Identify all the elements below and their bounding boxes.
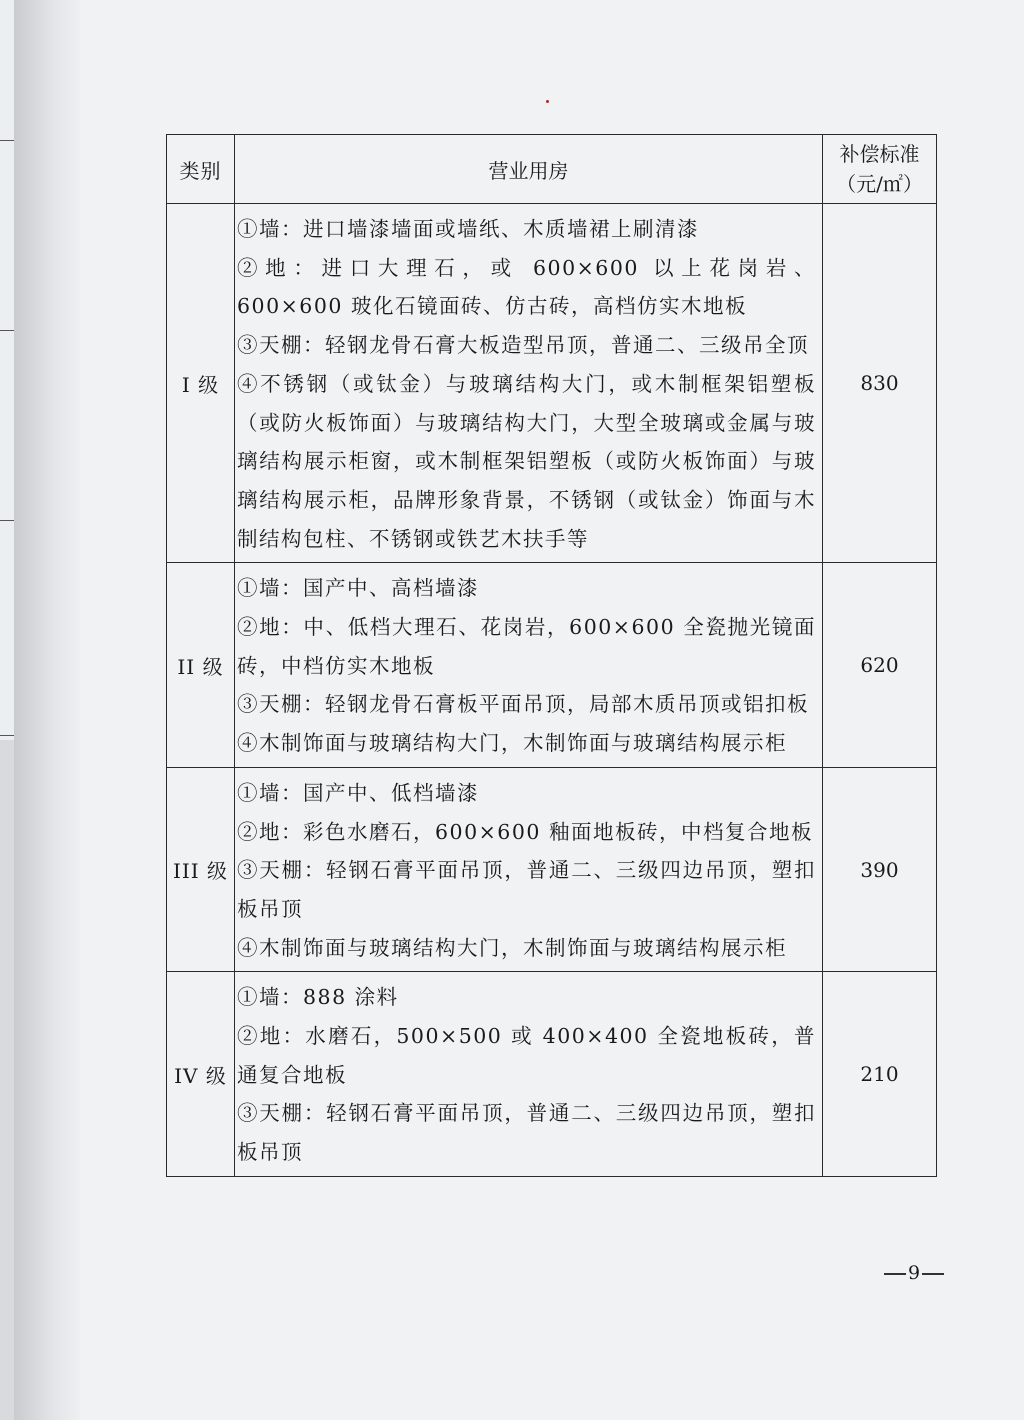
row-description [235, 204, 823, 563]
compensation-table [166, 134, 937, 1177]
description-line: ①墙：国产中、高档墙漆 [237, 576, 479, 601]
row-description [235, 563, 823, 768]
page-number-dash-right [922, 1273, 944, 1275]
table-row [167, 204, 937, 563]
description-line: ②地：中、低档大理石、花岗岩，600×600 全瓷抛光镜面砖，中档仿实木地板 [237, 615, 816, 678]
row-standard: 210 [823, 972, 937, 1177]
description-line: ②地：彩色水磨石，600×600 釉面地板砖，中档复合地板 [237, 819, 813, 844]
description-line: ①墙：888 涂料 [237, 985, 399, 1010]
row-standard: 830 [823, 204, 937, 563]
row-category: II 级 [167, 563, 235, 768]
header-standard [823, 135, 937, 204]
row-description [235, 767, 823, 972]
header-standard-line1: 补偿标准 [839, 142, 920, 166]
description-line: ③天棚：轻钢龙骨石膏大板造型吊顶，普通二、三级吊全顶 [237, 333, 809, 358]
description-line: ③天棚：轻钢龙骨石膏板平面吊顶，局部木质吊顶或铝扣板 [237, 692, 809, 717]
table-row [167, 767, 937, 972]
table-row [167, 563, 937, 768]
description-line: ③天棚：轻钢石膏平面吊顶，普通二、三级四边吊顶，塑扣板吊顶 [237, 858, 816, 921]
description-line: ②地：水磨石，500×500 或 400×400 全瓷地板砖，普通复合地板 [237, 1024, 816, 1087]
description-line: ②地：进口大理石，或 600×600 以上花岗岩、600×600 玻化石镜面砖、仿古砖，高档仿实木地板 [237, 255, 816, 319]
description-line: ①墙：进口墙漆墙面或墙纸、木质墙裙上刷清漆 [237, 217, 699, 241]
row-standard: 620 [823, 563, 937, 768]
header-standard-line2: （元/㎡） [836, 172, 923, 196]
header-category: 类别 [167, 135, 235, 204]
header-description: 营业用房 [235, 135, 823, 204]
page-number [882, 1262, 946, 1284]
page-gutter [14, 0, 84, 1420]
page-number-dash-left [884, 1273, 906, 1275]
row-category: III 级 [167, 767, 235, 972]
row-category: I 级 [167, 204, 235, 563]
row-standard: 390 [823, 767, 937, 972]
row-category: IV 级 [167, 972, 235, 1177]
ink-speck [546, 100, 549, 103]
table-header-row [167, 135, 937, 204]
adjacent-page-edge [0, 0, 15, 740]
description-line: ④木制饰面与玻璃结构大门，木制饰面与玻璃结构展示柜 [237, 935, 787, 960]
row-description [235, 972, 823, 1177]
table-row [167, 972, 937, 1177]
description-line: ④不锈钢（或钛金）与玻璃结构大门，或木制框架铝塑板（或防火板饰面）与玻璃结构大门，大型全玻璃或金属与玻璃结构展示柜窗，或木制框架铝塑板（或防火板饰面）与玻璃结构展示柜，品牌形象背景，不锈钢（或钛金）饰面与木制结构包柱、不锈钢或铁艺木扶手等 [237, 371, 816, 551]
description-line: ①墙：国产中、低档墙漆 [237, 780, 479, 805]
description-line: ③天棚：轻钢石膏平面吊顶，普通二、三级四边吊顶，塑扣板吊顶 [237, 1101, 816, 1165]
page-number-text: 9 [908, 1262, 921, 1284]
description-line: ④木制饰面与玻璃结构大门，木制饰面与玻璃结构展示柜 [237, 731, 787, 756]
